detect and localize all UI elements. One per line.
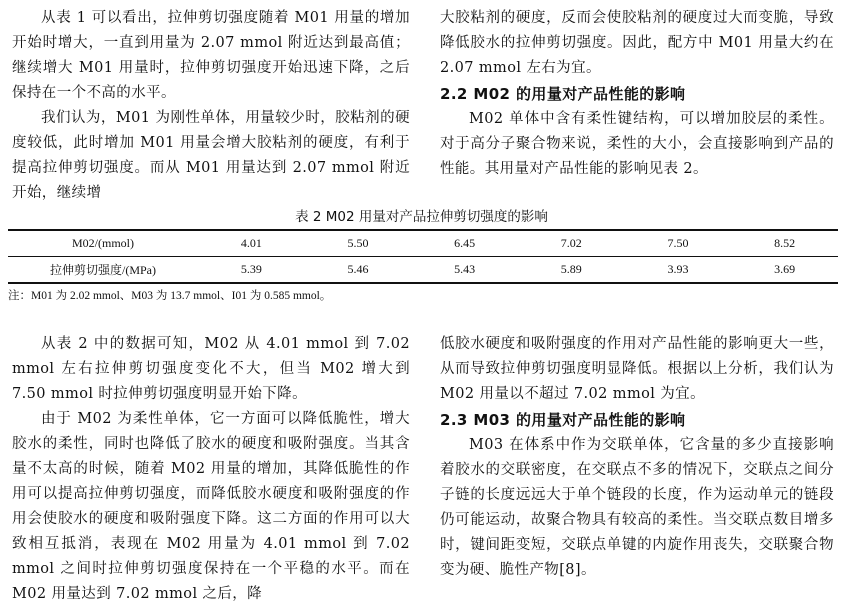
bottom-right-column (440, 332, 834, 583)
table-cell: 3.93 (667, 262, 689, 276)
paragraph: 我们认为，M01 为刚性单体，用量较少时，胶粘剂的硬度较低，此时增加 M01 用量会增大胶粘剂的硬度，有利于提高拉伸剪切强度。而从 M01 用量达到 2.07 mmol 附近开始，继续增 (12, 110, 410, 201)
table-cell: 5.46 (347, 262, 369, 276)
bottom-left-column (12, 332, 410, 607)
table-row (8, 257, 838, 284)
table-cell: 7.50 (625, 230, 732, 257)
table-caption: 表 2 M02 用量对产品拉伸剪切强度的影响 (295, 209, 548, 225)
row-label: M02/(mmol) (8, 230, 198, 257)
top-left-column (12, 6, 410, 206)
table-row (8, 230, 838, 257)
table-cell: 4.01 (198, 230, 305, 257)
paragraph: 从表 2 中的数据可知，M02 从 4.01 mmol 到 7.02 mmol 左右拉伸剪切强度变化不大，但当 M02 增大到 7.50 mmol 时拉伸剪切强度明显开始下降。 (12, 336, 410, 402)
table-cell: 5.43 (454, 262, 476, 276)
data-table (8, 229, 838, 284)
top-right-column (440, 6, 834, 182)
table-cell: 7.02 (518, 230, 625, 257)
table-cell: 3.69 (774, 262, 796, 276)
table-cell: 6.45 (411, 230, 518, 257)
paragraph: 从表 1 可以看出，拉伸剪切强度随着 M01 用量的增加开始时增大，一直到用量为 2.07 mmol 附近达到最高值；继续增大 M01 用量时，拉伸剪切强度开始迅速下降，之后保持在一个不高的水平。 (12, 10, 410, 101)
table-note: 注：M01 为 2.02 mmol、M03 为 13.7 mmol、I01 为 0.585 mmol。 (8, 290, 332, 302)
section-heading: 2.3 M03 的用量对产品性能的影响 (440, 411, 686, 429)
paragraph-continuation: 低胶水硬度和吸附强度的作用对产品性能的影响更大一些，从而导致拉伸剪切强度明显降低。根据以上分析，我们认为 M02 用量以不超过 7.02 mmol 为宜。 (440, 336, 834, 402)
paragraph-continuation: 大胶粘剂的硬度，反而会使胶粘剂的硬度过大而变脆，导致降低胶水的拉伸剪切强度。因此，配方中 M01 用量大约在 2.07 mmol 左右为宜。 (440, 10, 834, 76)
paragraph: M03 在体系中作为交联单体，它含量的多少直接影响着胶水的交联密度，在交联点不多的情况下，交联点之间分子链的长度远远大于单个链段的长度，作为运动单元的链段仍可能运动，故聚合物具有较高的柔性。当交联点数目增多时，键间距变短，交联点单键的内旋作用丧失，交联聚合物变为硬、脆性产物[8]。 (440, 437, 834, 578)
paragraph: 由于 M02 为柔性单体，它一方面可以降低脆性，增大胶水的柔性，同时也降低了胶水的硬度和吸附强度。当其含量不太高的时候，随着 M02 用量的增加，其降低脆性的作用可以提高拉伸剪切强度，而降低胶水硬度和吸附强度的作用会使胶水的硬度和吸附强度下降。这二方面的作用可以大致相互抵消，表现在 M02 用量为 4.01 mmol 到 7.02 mmol 之间时拉伸剪切强度保持在一个平稳的水平。而在 M02 用量达到 7.02 mmol 之后，降 (12, 411, 410, 602)
row-label: 拉伸剪切强度/(MPa) (50, 263, 156, 277)
section-heading: 2.2 M02 的用量对产品性能的影响 (440, 85, 686, 103)
table-cell: 5.89 (560, 262, 582, 276)
paragraph: M02 单体中含有柔性键结构，可以增加胶层的柔性。对于高分子聚合物来说，柔性的大小，会直接影响到产品的性能。其用量对产品性能的影响见表 2。 (440, 111, 834, 177)
table-cell: 5.39 (240, 262, 262, 276)
table-cell: 5.50 (305, 230, 412, 257)
table-cell: 8.52 (731, 230, 838, 257)
